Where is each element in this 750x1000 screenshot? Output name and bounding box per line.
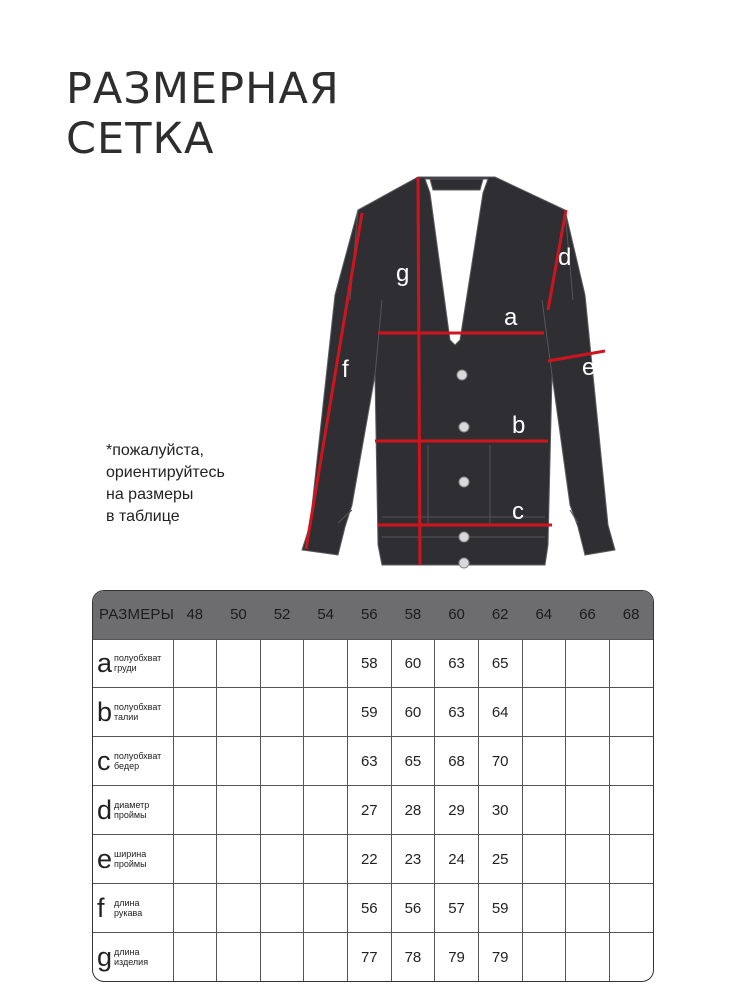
- size-value-cell: [173, 884, 217, 933]
- cardigan-illustration: [290, 165, 625, 580]
- size-value-cell: [173, 786, 217, 835]
- row-description: [114, 947, 148, 967]
- size-value-cell: [217, 884, 261, 933]
- row-label: [93, 639, 173, 688]
- size-value-cell: [304, 884, 348, 933]
- size-value-cell: 78: [391, 933, 435, 981]
- size-value-cell: [260, 884, 304, 933]
- sizes-header-label: РАЗМЕРЫ: [99, 606, 175, 624]
- size-table-body: [93, 639, 653, 981]
- size-value-cell: 24: [435, 835, 479, 884]
- row-description-line-2: бедер: [114, 761, 140, 772]
- note-line-1: *пожалуйста,: [106, 442, 204, 459]
- note-line-3: на размеры: [106, 486, 194, 503]
- size-value-cell: 65: [391, 737, 435, 786]
- size-value-cell: [173, 933, 217, 981]
- size-value-cell: [173, 688, 217, 737]
- row-description: [114, 898, 142, 918]
- sizing-note: [106, 440, 225, 528]
- row-description-line-2: изделия: [114, 957, 149, 968]
- size-value-cell: 68: [435, 737, 479, 786]
- size-table-grid: [93, 591, 653, 981]
- size-value-cell: [609, 786, 653, 835]
- label-b: b: [512, 412, 526, 439]
- row-letter: c: [97, 745, 111, 776]
- size-header-cell: 62: [491, 606, 509, 624]
- label-a: a: [504, 304, 518, 331]
- row-description-line-1: полуобхват: [114, 702, 162, 713]
- size-header-cell: 54: [317, 606, 335, 624]
- table-row: [93, 688, 653, 737]
- table-row: [93, 933, 653, 981]
- row-label: [93, 835, 173, 884]
- table-row: [93, 786, 653, 835]
- size-value-cell: 22: [348, 835, 392, 884]
- size-value-cell: [304, 835, 348, 884]
- size-value-cell: [304, 639, 348, 688]
- table-row: [93, 639, 653, 688]
- cardigan-drawing: [290, 165, 625, 580]
- size-header-cell: 56: [360, 606, 378, 624]
- table-row: [93, 737, 653, 786]
- size-value-cell: 60: [391, 639, 435, 688]
- row-label: [93, 786, 173, 835]
- size-header-cell: 66: [579, 606, 596, 624]
- size-value-cell: 79: [435, 933, 479, 981]
- row-letter: g: [97, 941, 113, 972]
- size-value-cell: [173, 639, 217, 688]
- size-value-cell: 56: [391, 884, 435, 933]
- row-description-line-2: рукава: [114, 908, 143, 919]
- size-value-cell: [566, 933, 610, 981]
- row-letter: e: [97, 843, 113, 874]
- note-line-4: в таблице: [106, 508, 180, 525]
- size-header-cell: 58: [404, 606, 422, 624]
- size-header-cell: 48: [186, 606, 204, 624]
- row-label: [93, 933, 173, 981]
- size-value-cell: 27: [348, 786, 392, 835]
- size-value-cell: 79: [478, 933, 522, 981]
- row-description-line-2: груди: [114, 663, 137, 674]
- size-value-cell: [522, 737, 566, 786]
- row-description: [114, 751, 161, 771]
- size-header-cell: 64: [535, 606, 553, 624]
- row-description-line-1: длина: [114, 898, 140, 909]
- size-value-cell: 25: [478, 835, 522, 884]
- note-line-2: ориентируйтесь: [106, 464, 225, 481]
- size-header-row: [93, 591, 653, 639]
- size-value-cell: [522, 933, 566, 981]
- size-value-cell: [260, 786, 304, 835]
- label-d: d: [558, 244, 572, 271]
- row-description: [114, 849, 147, 869]
- size-value-cell: [260, 933, 304, 981]
- size-value-cell: [566, 884, 610, 933]
- size-value-cell: [566, 737, 610, 786]
- size-value-cell: 23: [391, 835, 435, 884]
- size-value-cell: [566, 786, 610, 835]
- size-value-cell: [609, 737, 653, 786]
- size-value-cell: [522, 884, 566, 933]
- size-value-cell: [304, 737, 348, 786]
- size-value-cell: [609, 884, 653, 933]
- size-value-cell: [217, 835, 261, 884]
- row-letter: d: [97, 794, 113, 825]
- size-value-cell: [304, 688, 348, 737]
- size-value-cell: [566, 688, 610, 737]
- size-value-cell: [304, 933, 348, 981]
- row-description-line-1: полуобхват: [114, 653, 162, 664]
- size-value-cell: [609, 933, 653, 981]
- size-table: [92, 590, 654, 982]
- title-line-1: РАЗМЕРНАЯ: [66, 64, 340, 114]
- size-value-cell: 29: [435, 786, 479, 835]
- row-label: [93, 884, 173, 933]
- table-row: [93, 884, 653, 933]
- page-title: [66, 64, 340, 164]
- size-value-cell: [609, 639, 653, 688]
- size-value-cell: [522, 835, 566, 884]
- size-value-cell: [260, 639, 304, 688]
- row-description: [114, 800, 149, 820]
- size-value-cell: [260, 835, 304, 884]
- row-description-line-1: полуобхват: [114, 751, 162, 762]
- title-line-2: СЕТКА: [66, 114, 215, 164]
- size-value-cell: [217, 933, 261, 981]
- row-letter: f: [97, 892, 105, 923]
- size-value-cell: [522, 639, 566, 688]
- size-value-cell: 77: [348, 933, 392, 981]
- row-description-line-2: проймы: [114, 859, 147, 870]
- row-label: [93, 688, 173, 737]
- size-value-cell: [217, 786, 261, 835]
- row-letter: a: [97, 647, 113, 678]
- row-description-line-1: длина: [114, 947, 140, 958]
- table-row: [93, 835, 653, 884]
- size-value-cell: 63: [435, 639, 479, 688]
- size-value-cell: [260, 688, 304, 737]
- size-value-cell: 58: [348, 639, 392, 688]
- size-value-cell: 63: [435, 688, 479, 737]
- size-value-cell: [609, 835, 653, 884]
- label-f: f: [342, 356, 349, 383]
- size-value-cell: 28: [391, 786, 435, 835]
- row-description: [114, 702, 161, 722]
- size-value-cell: 63: [348, 737, 392, 786]
- size-value-cell: [566, 835, 610, 884]
- size-value-cell: 70: [478, 737, 522, 786]
- row-description-line-1: диаметр: [114, 800, 150, 811]
- size-value-cell: [609, 688, 653, 737]
- size-value-cell: 56: [348, 884, 392, 933]
- size-header-cell: 60: [448, 606, 465, 624]
- row-description-line-1: ширина: [114, 849, 147, 860]
- size-value-cell: [217, 639, 261, 688]
- label-g: g: [396, 260, 410, 287]
- row-description-line-2: талии: [114, 712, 139, 723]
- size-value-cell: [522, 786, 566, 835]
- size-value-cell: [217, 737, 261, 786]
- size-value-cell: 30: [478, 786, 522, 835]
- cardigan-back-collar: [430, 179, 483, 190]
- size-header-cell: 68: [622, 606, 640, 624]
- size-value-cell: [260, 737, 304, 786]
- row-description-line-2: проймы: [114, 810, 147, 821]
- size-header-cell: 50: [230, 606, 247, 624]
- row-description: [114, 653, 161, 673]
- size-value-cell: 60: [391, 688, 435, 737]
- size-value-cell: 64: [478, 688, 522, 737]
- size-value-cell: 59: [478, 884, 522, 933]
- size-value-cell: [566, 639, 610, 688]
- size-value-cell: 65: [478, 639, 522, 688]
- size-value-cell: 57: [435, 884, 479, 933]
- size-header-cell: 52: [273, 606, 291, 624]
- size-value-cell: [173, 835, 217, 884]
- label-e: e: [582, 354, 596, 381]
- size-value-cell: [173, 737, 217, 786]
- size-value-cell: 59: [348, 688, 392, 737]
- row-letter: b: [97, 696, 113, 727]
- size-value-cell: [304, 786, 348, 835]
- size-value-cell: [217, 688, 261, 737]
- row-label: [93, 737, 173, 786]
- size-value-cell: [522, 688, 566, 737]
- label-c: c: [512, 498, 524, 525]
